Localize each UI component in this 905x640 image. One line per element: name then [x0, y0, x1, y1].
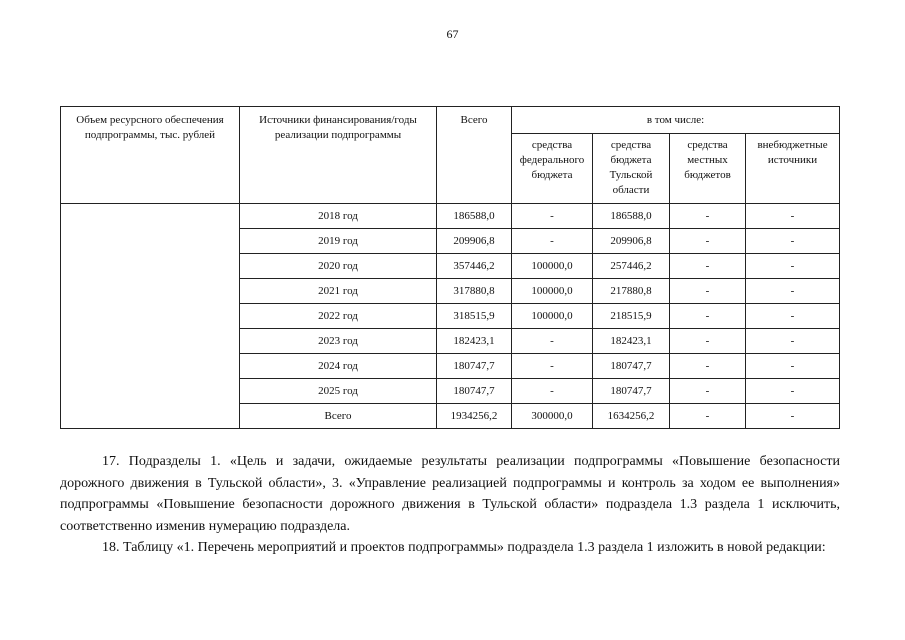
cell-local: -: [670, 229, 746, 254]
cell-extra: -: [746, 404, 840, 429]
cell-regional: 217880,8: [593, 279, 670, 304]
header-volume: Объем ресурсного обеспечения подпрограммы, тыс. рублей: [61, 107, 240, 204]
cell-extra: -: [746, 229, 840, 254]
cell-total: 317880,8: [437, 279, 512, 304]
cell-year: 2019 год: [240, 229, 437, 254]
cell-federal: 100000,0: [512, 279, 593, 304]
cell-regional: 186588,0: [593, 204, 670, 229]
cell-total: 182423,1: [437, 329, 512, 354]
cell-year: Всего: [240, 404, 437, 429]
header-regional: средства бюджета Тульской области: [593, 134, 670, 204]
cell-regional: 182423,1: [593, 329, 670, 354]
cell-regional: 180747,7: [593, 354, 670, 379]
cell-local: -: [670, 204, 746, 229]
cell-extra: -: [746, 279, 840, 304]
cell-extra: -: [746, 379, 840, 404]
header-sources: Источники финансирования/годы реализации подпрограммы: [240, 107, 437, 204]
cell-extra: -: [746, 254, 840, 279]
cell-total: 180747,7: [437, 379, 512, 404]
cell-local: -: [670, 379, 746, 404]
cell-extra: -: [746, 329, 840, 354]
cell-year: 2021 год: [240, 279, 437, 304]
cell-total: 180747,7: [437, 354, 512, 379]
cell-year: 2018 год: [240, 204, 437, 229]
cell-extra: -: [746, 354, 840, 379]
cell-local: -: [670, 404, 746, 429]
table-body: [61, 204, 840, 429]
cell-regional: 257446,2: [593, 254, 670, 279]
body-text: [60, 451, 840, 559]
header-including: в том числе:: [512, 107, 840, 134]
cell-total: 357446,2: [437, 254, 512, 279]
cell-year: 2024 год: [240, 354, 437, 379]
cell-federal: 300000,0: [512, 404, 593, 429]
cell-total: 318515,9: [437, 304, 512, 329]
cell-year: 2025 год: [240, 379, 437, 404]
cell-year: 2020 год: [240, 254, 437, 279]
cell-year: 2022 год: [240, 304, 437, 329]
header-extra: внебюджетные источники: [746, 134, 840, 204]
cell-federal: -: [512, 329, 593, 354]
cell-year: 2023 год: [240, 329, 437, 354]
header-total: Всего: [437, 107, 512, 204]
cell-local: -: [670, 329, 746, 354]
cell-federal: -: [512, 379, 593, 404]
cell-regional: 180747,7: [593, 379, 670, 404]
cell-extra: -: [746, 204, 840, 229]
cell-extra: -: [746, 304, 840, 329]
funding-table: [60, 106, 840, 429]
cell-federal: -: [512, 204, 593, 229]
cell-federal: 100000,0: [512, 254, 593, 279]
cell-local: -: [670, 254, 746, 279]
cell-federal: -: [512, 354, 593, 379]
cell-regional: 1634256,2: [593, 404, 670, 429]
cell-regional: 218515,9: [593, 304, 670, 329]
header-federal: средства федерального бюджета: [512, 134, 593, 204]
cell-total: 1934256,2: [437, 404, 512, 429]
cell-total: 186588,0: [437, 204, 512, 229]
volume-empty-cell: [61, 204, 240, 429]
paragraph-17: 17. Подразделы 1. «Цель и задачи, ожидаемые результаты реализации подпрограммы «Повышение безопасности дорожного движения в Тульской области», 3. «Управление реализацией подпрограммы и контроль за ходом ее выполнения» подпрограммы «Повышение безопасности дорожного движения в Тульской области» подраздела 1.3 раздела 1 исключить, соответственно изменив нумерацию подраздела.: [60, 454, 840, 534]
table-row: [61, 204, 840, 229]
paragraph-18: 18. Таблицу «1. Перечень мероприятий и проектов подпрограммы» подраздела 1.3 раздела 1 изложить в новой редакции:: [102, 540, 826, 555]
cell-local: -: [670, 304, 746, 329]
header-local: средства местных бюджетов: [670, 134, 746, 204]
cell-local: -: [670, 354, 746, 379]
cell-regional: 209906,8: [593, 229, 670, 254]
cell-federal: -: [512, 229, 593, 254]
cell-local: -: [670, 279, 746, 304]
cell-federal: 100000,0: [512, 304, 593, 329]
cell-total: 209906,8: [437, 229, 512, 254]
page-number: 67: [446, 27, 459, 41]
